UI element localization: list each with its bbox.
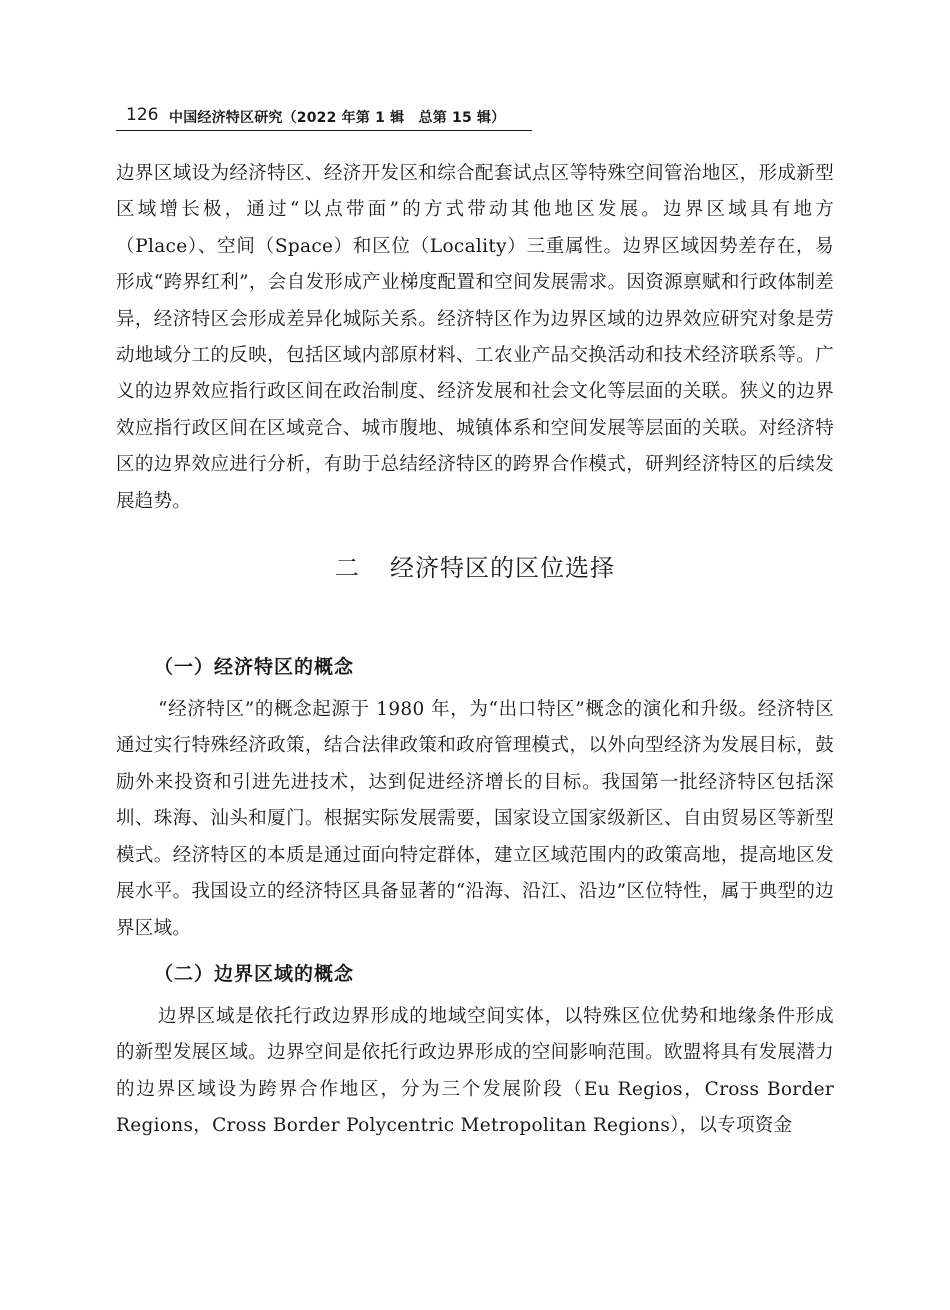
border-concept-paragraph: 边界区域是依托行政边界形成的地域空间实体，以特殊区位优势和地缘条件形成的新型发展区域。边界空间是依托行政边界形成的空间影响范围。欧盟将具有发展潜力的边界区域设为跨界合作地区，分为三个发展阶段（Eu Regios，Cross Border Regions，Cross Border Polycentric Metropolitan Regions），以专项资金 [116, 1005, 834, 1137]
section-number: 二 [335, 554, 360, 583]
section-title-text: 经济特区的区位选择 [390, 554, 615, 583]
sez-concept-paragraph: “经济特区”的概念起源于 1980 年，为“出口特区”概念的演化和升级。经济特区通过实行特殊经济政策，结合法律政策和政府管理模式，以外向型经济为发展目标，鼓励外来投资和引进先进技术，达到促进经济增长的目标。我国第一批经济特区包括深圳、珠海、汕头和厦门。根据实际发展需要，国家设立国家级新区、自由贸易区等新型模式。经济特区的本质是通过面向特定群体，建立区域范围内的政策高地，提高地区发展水平。我国设立的经济特区具备显著的“沿海、沿江、沿边”区位特性，属于典型的边界区域。 [116, 699, 834, 939]
intro-paragraph: 边界区域设为经济特区、经济开发区和综合配套试点区等特殊空间管治地区，形成新型区域增长极，通过“以点带面”的方式带动其他地区发展。边界区域具有地方（Place）、空间（Space）和区位（Locality）三重属性。边界区域因势差存在，易形成“跨界红利”，会自发形成产业梯度配置和空间发展需求。因资源禀赋和行政体制差异，经济特区会形成差异化城际关系。经济特区作为边界区域的边界效应研究对象是劳动地域分工的反映，包括区域内部原材料、工农业产品交换活动和技术经济联系等。广义的边界效应指行政区间在政治制度、经济发展和社会文化等层面的关联。狭义的边界效应指行政区间在区域竞合、城市腹地、城镇体系和空间发展等层面的关联。对经济特区的边界效应进行分析，有助于总结经济特区的跨界合作模式，研判经济特区的后续发展趋势。 [116, 163, 834, 512]
journal-title: 中国经济特区研究（2022 年第 1 辑 总第 15 辑） [169, 110, 506, 126]
subsection-heading-border-concept: （二）边界区域的概念 [154, 962, 355, 985]
section-heading [116, 548, 834, 610]
page-number: 126 [126, 105, 159, 125]
body-content [116, 156, 834, 1145]
running-header [116, 104, 532, 131]
subsection-heading-sez-concept: （一）经济特区的概念 [154, 656, 355, 679]
